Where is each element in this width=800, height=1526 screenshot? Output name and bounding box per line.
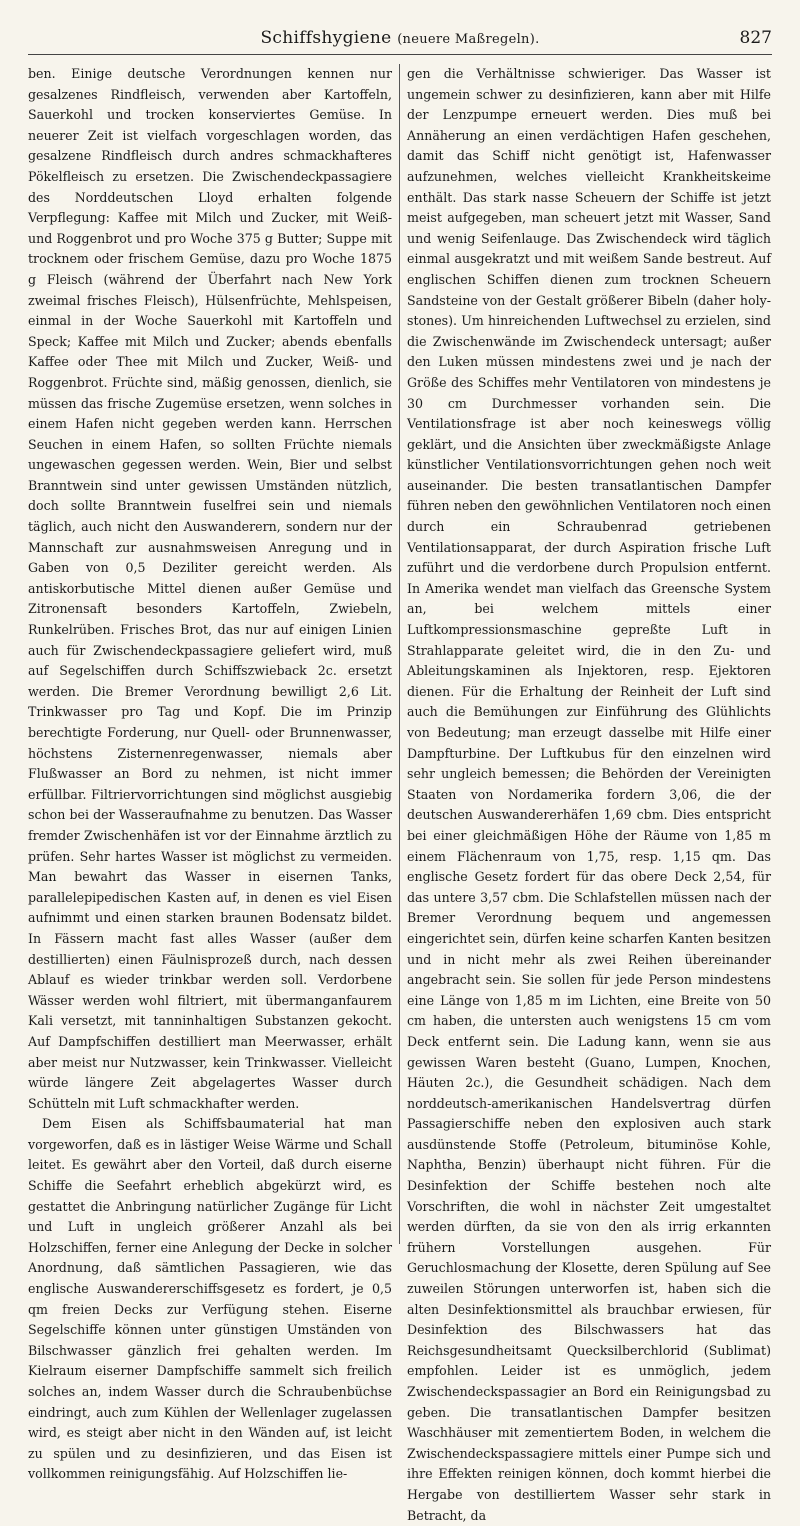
paragraph: Dem Eisen als Schiffsbaumaterial hat man vorgeworfen, daß es in lästiger Weise Wärme und Schall leitet. Es gewährt aber den Vorteil, daß durch eiserne Schiffe die Seefahrt erheblich abgekürzt wird, es gestattet die Anbringung natürlicher Zugänge für Licht und Luft in ungleich größerer Anzahl als bei Holzschiffen, ferner eine Anlegung der Decke in solcher Anordnung, daß sämtlichen Passagieren, wie das englische Auswandererschiffsgesetz es fordert, je 0,5 qm freien Decks zur Verfügung stehen. Eiserne Segelschiffe können unter günstigen Umständen von Bilschwasser gänzlich frei gehalten werden. Im Kielraum eiserner Dampfschiffe sammelt sich freilich solches an, indem Wasser durch die Schraubenbüchse eindringt, auch zum Kühlen der Wellenlager zugelassen wird, es steigt aber nicht in den Wänden auf, ist leicht zu spülen und zu desinfizieren, und das Eisen ist vollkommen reinigungsfähig. Auf Holzschiffen lie-	[28, 1116, 392, 1482]
running-header	[28, 24, 772, 55]
document-page	[28, 24, 772, 1523]
running-title-subtitle: (neuere Maßregeln).	[397, 32, 540, 47]
left-column	[28, 64, 392, 1482]
right-column	[407, 64, 771, 1523]
column-divider	[399, 64, 400, 1244]
running-title-main: Schiffshygiene	[260, 28, 392, 48]
two-column-body	[28, 64, 772, 1523]
paragraph: ben. Einige deutsche Verordnungen kennen nur gesalzenes Rindfleisch, verwenden aber Kartoffeln, Sauerkohl und trocken konserviertes Gemüse. In neuerer Zeit ist vielfach vorgeschlagen worden, das gesalzene Rindfleisch durch andres schmackhafteres Pökelfleisch zu ersetzen. Die Zwischendeckpassagiere des Norddeutschen Lloyd erhalten folgende Verpflegung: Kaffee mit Milch und Zucker, mit Weiß- und Roggenbrot und pro Woche 375 g Butter; Suppe mit trocknem oder frischem Gemüse, dazu pro Woche 1875 g Fleisch (während der Überfahrt nach New York zweimal frisches Fleisch), Hülsenfrüchte, Mehlspeisen, einmal in der Woche Sauerkohl mit Kartoffeln und Speck; Kaffee mit Milch und Zucker; abends ebenfalls Kaffee oder Thee mit Milch und Zucker, Weiß- und Roggenbrot. Früchte sind, mäßig genossen, dienlich, sie müssen das frische Zugemüse ersetzen, wenn solches in einem Hafen nicht gegeben werden kann. Herrschen Seuchen in einem Hafen, so sollten Früchte niemals ungewaschen gegessen werden. Wein, Bier und selbst Branntwein sind unter gewissen Umständen nützlich, doch sollte Branntwein fuselfrei sein und niemals täglich, auch nicht den Auswanderern, sondern nur der Mannschaft zur ausnahmsweisen Anregung und in Gaben von 0,5 Deziliter gereicht werden. Als antiskorbutische Mittel dienen außer Gemüse und Zitronensaft besonders Kartoffeln, Zwiebeln, Runkelrüben. Frisches Brot, das nur auf einigen Linien auch für Zwischendeckpassagiere geliefert wird, muß auf Segelschiffen durch Schiffszwieback 2c. ersetzt werden. Die Bremer Verordnung bewilligt 2,6 Lit. Trinkwasser pro Tag und Kopf. Die im Prinzip berechtigte Forderung, nur Quell- oder Brunnenwasser, höchstens Zisternenregenwasser, niemals aber Flußwasser an Bord zu nehmen, ist nicht immer erfüllbar. Filtriervorrichtungen sind möglichst ausgiebig schon bei der Wasseraufnahme zu benutzen. Das Wasser fremder Zwischenhäfen ist vor der Einnahme ärztlich zu prüfen. Sehr hartes Wasser ist möglichst zu vermeiden. Man bewahrt das Wasser in eisernen Tanks, parallelepipedischen Kasten auf, in denen es viel Eisen aufnimmt und einen starken braunen Bodensatz bildet. In Fässern macht fast alles Wasser (außer dem destillierten) einen Fäulnisprozeß durch, nach dessen Ablauf es wieder trinkbar werden soll. Verdorbene Wässer werden wohl filtriert, mit übermanganfaurem Kali versetzt, mit tanninhaltigen Substanzen gekocht. Auf Dampfschiffen destilliert man Meerwasser, erhält aber meist nur Nutzwasser, kein Trinkwasser. Vielleicht würde längere Zeit abgelagertes Wasser durch Schütteln mit Luft schmackhafter werden.	[28, 66, 392, 1111]
paragraph: gen die Verhältnisse schwieriger. Das Wasser ist ungemein schwer zu desinfizieren, kann aber mit Hilfe der Lenzpumpe erneuert werden. Dies muß bei Annäherung an einen verdächtigen Hafen geschehen, damit das Schiff nicht genötigt ist, Hafenwasser aufzunehmen, welches vielleicht Krankheitskeime enthält. Das stark nasse Scheuern der Schiffe ist jetzt meist aufgegeben, man scheuert jetzt mit Wasser, Sand und wenig Seifenlauge. Das Zwischendeck wird täglich einmal ausgekratzt und mit weißem Sande bestreut. Auf englischen Schiffen dienen zum trocknen Scheuern Sandsteine von der Gestalt größerer Bibeln (daher holy-stones). Um hinreichenden Luftwechsel zu erzielen, sind die Zwischenwände im Zwischendeck untersagt; außer den Luken müssen mindestens zwei und je nach der Größe des Schiffes mehr Ventilatoren von mindestens je 30 cm Durchmesser vorhanden sein. Die Ventilationsfrage ist aber noch keineswegs völlig geklärt, und die Ansichten über zweckmäßigste Anlage künstlicher Ventilationsvorrichtungen gehen noch weit auseinander. Die besten transatlantischen Dampfer führen neben den gewöhnlichen Ventilatoren noch einen durch ein Schraubenrad getriebenen Ventilationsapparat, der durch Aspiration frische Luft zuführt und die verdorbene durch Propulsion entfernt. In Amerika wendet man vielfach das Greensche System an, bei welchem mittels einer Luftkompressionsmaschine gepreßte Luft in Strahlapparate geleitet wird, die in den Zu- und Ableitungskaminen als Injektoren, resp. Ejektoren dienen. Für die Erhaltung der Reinheit der Luft sind auch die Bemühungen zur Einführung des Glühlichts von Bedeutung; man erzeugt dasselbe mit Hilfe einer Dampfturbine. Der Luftkubus für den einzelnen wird sehr ungleich bemessen; die Behörden der Vereinigten Staaten von Nordamerika fordern 3,06, die der deutschen Auswandererhäfen 1,69 cbm. Dies entspricht bei einer gleichmäßigen Höhe der Räume von 1,85 m einem Flächenraum von 1,75, resp. 1,15 qm. Das englische Gesetz fordert für das obere Deck 2,54, für das untere 3,57 cbm. Die Schlafstellen müssen nach der Bremer Verordnung bequem und angemessen eingerichtet sein, dürfen keine scharfen Kanten besitzen und in nicht mehr als zwei Reihen übereinander angebracht sein. Sie sollen für jede Person mindestens eine Länge von 1,85 m im Lichten, eine Breite von 50 cm haben, die untersten auch wenigstens 15 cm vom Deck entfernt sein. Die Ladung kann, wenn sie aus gewissen Waren besteht (Guano, Lumpen, Knochen, Häuten 2c.), die Gesundheit schädigen. Nach dem norddeutsch-amerikanischen Handelsvertrag dürfen Passagierschiffe neben den explosiven auch stark ausdünstende Stoffe (Petroleum, bituminöse Kohle, Naphtha, Benzin) überhaupt nicht führen. Für die Desinfektion der Schiffe bestehen noch alte Vorschriften, die wohl in nächster Zeit umgestaltet werden dürften, da sie von den als irrig erkannten frühern Vorstellungen ausgehen. Für Geruchlosmachung der Klosette, deren Spülung auf See zuweilen Störungen unterworfen ist, haben sich die alten Desinfektionsmittel als brauchbar erwiesen, für Desinfektion des Bilschwassers hat das Reichsgesundheitsamt Quecksilberchlorid (Sublimat) empfohlen. Leider ist es unmöglich, jedem Zwischendeckspassagier an Bord ein Reinigungsbad zu geben. Die transatlantischen Dampfer besitzen Waschhäuser mit zementiertem Boden, in welchem die Zwischendeckspassagiere mittels einer Pumpe sich und ihre Effekten reinigen können, doch kommt hierbei die Hergabe von destilliertem Wasser sehr stark in Betracht, da	[407, 66, 771, 1523]
page-number: 827	[739, 28, 772, 48]
running-title	[28, 28, 772, 48]
